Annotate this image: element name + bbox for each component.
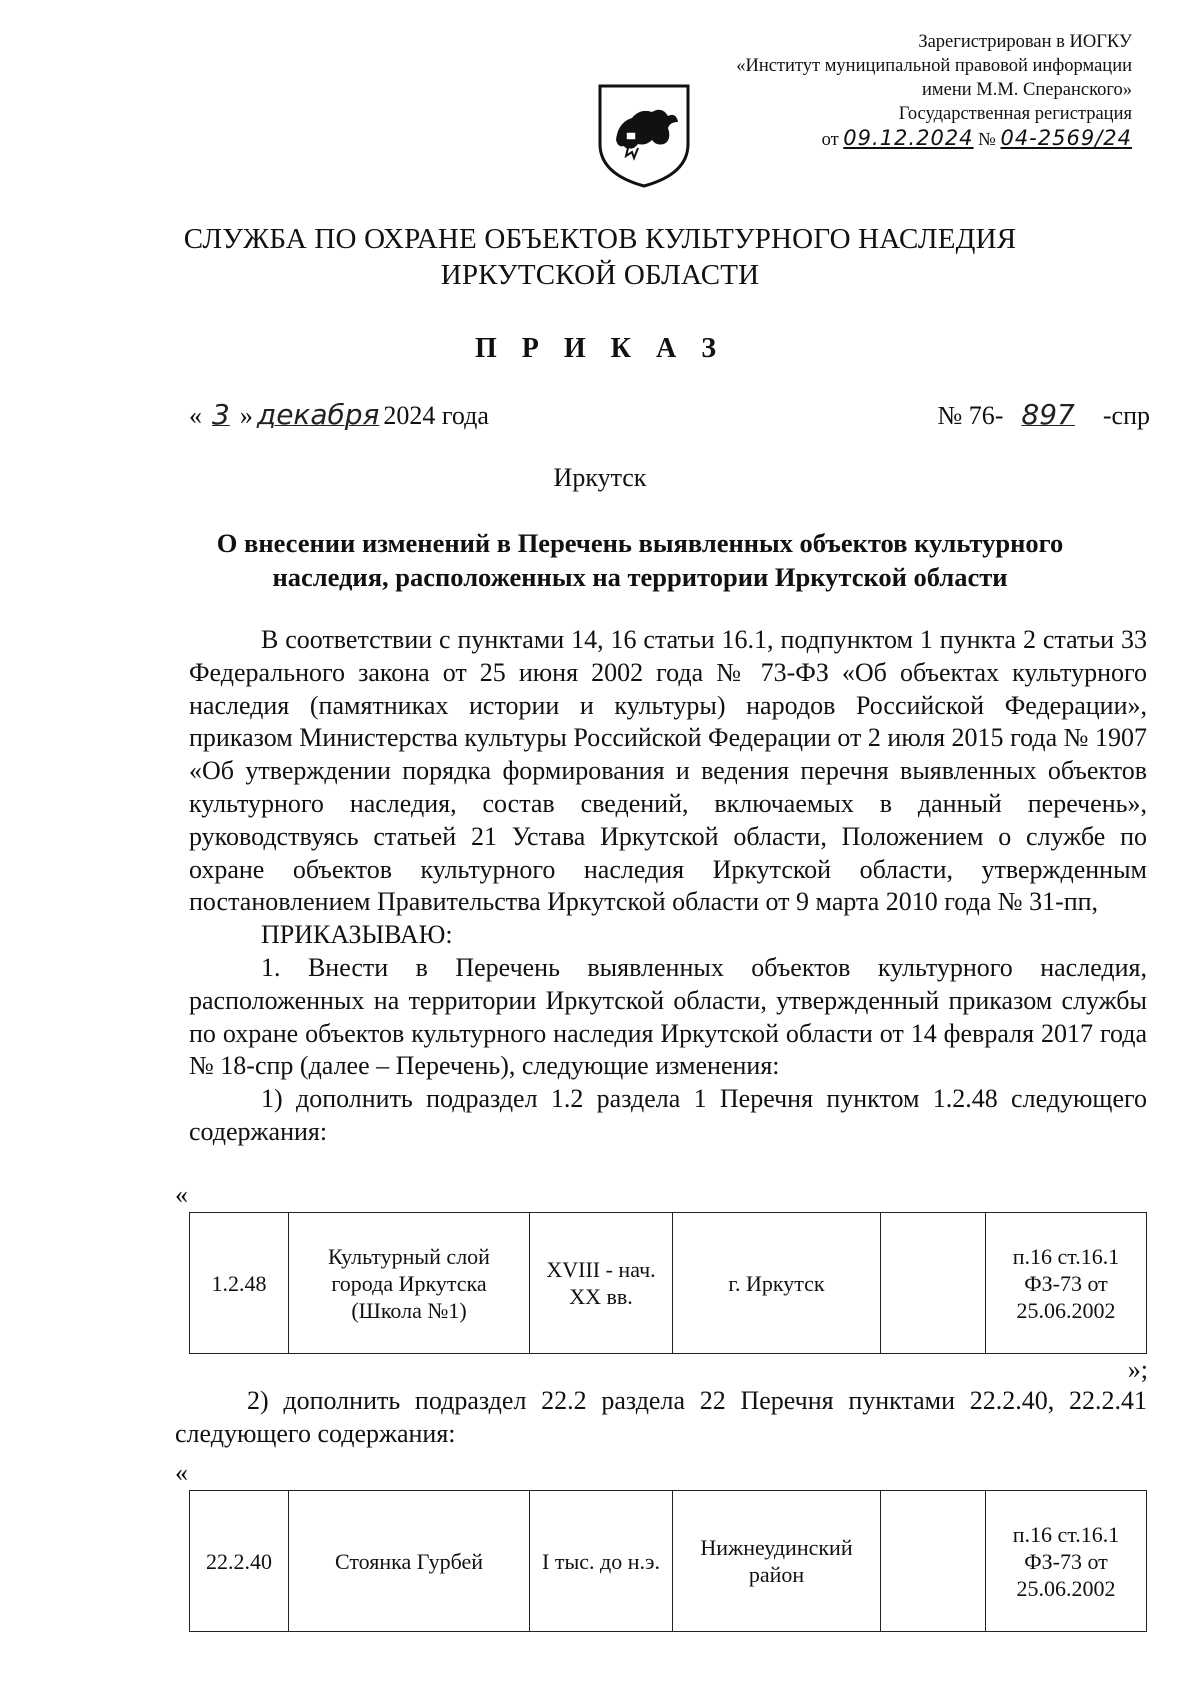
table-row (190, 1491, 1147, 1632)
cell-location: Нижнеудинский район (673, 1491, 881, 1632)
item-2-section (175, 1385, 1147, 1451)
organization-line: ИРКУТСКОЙ ОБЛАСТИ (440, 259, 760, 291)
registration-line: Государственная регистрация (898, 104, 1132, 124)
registration-num-label: № (978, 130, 996, 150)
date-day: 3 (212, 398, 230, 431)
order-subject (180, 526, 1100, 594)
order-body (189, 624, 1147, 1149)
date-month: декабря (256, 398, 380, 431)
registration-line: имени М.М. Сперанского» (922, 80, 1132, 100)
subject-line: О внесении изменений в Перечень выявленных объектов культурного (216, 528, 1064, 558)
item-1-paragraph: 1. Внести в Перечень выявленных объектов культурного наследия, расположенных на территории Иркутской области, утвержденный приказом службы по охране объектов культурного наследия Иркутской области от 14 февраля 2017 года № 18-спр (далее – Перечень), следующие изменения: (189, 952, 1147, 1081)
organization-line: СЛУЖБА ПО ОХРАНЕ ОБЪЕКТОВ КУЛЬТУРНОГО НАСЛЕДИЯ (183, 223, 1017, 255)
cell-basis: п.16 ст.16.1 ФЗ-73 от 25.06.2002 (986, 1491, 1147, 1632)
order-date (189, 398, 489, 431)
table-1-close-quote: »; (1127, 1355, 1148, 1384)
number-prefix: № 76- (937, 401, 1004, 430)
irkutsk-coat-of-arms-icon (596, 82, 692, 190)
city: Иркутск (553, 463, 647, 492)
table-1-open-quote: « (175, 1180, 188, 1209)
date-open-quote: « (189, 401, 202, 430)
cell-location: г. Иркутск (673, 1213, 881, 1354)
table-2 (189, 1490, 1147, 1632)
subject-line: наследия, расположенных на территории Иркутской области (272, 562, 1008, 592)
cell-blank (881, 1213, 986, 1354)
order-number (937, 398, 1150, 431)
number-suffix: -спр (1102, 401, 1150, 430)
registration-line: Зарегистрирован в ИОГКУ (918, 32, 1132, 52)
cell-blank (881, 1491, 986, 1632)
cell-dating: I тыс. до н.э. (530, 1491, 673, 1632)
order-word: ПРИКАЗЫВАЮ: (261, 920, 453, 950)
document-type: П Р И К А З (475, 333, 725, 364)
item-2-paragraph: 2) дополнить подраздел 22.2 раздела 22 Перечня пунктами 22.2.40, 22.2.41 следующего содержания: (175, 1386, 1147, 1448)
cell-basis: п.16 ст.16.1 ФЗ-73 от 25.06.2002 (986, 1213, 1147, 1354)
registration-number: 04-2569/24 (1000, 126, 1132, 150)
cell-name: Стоянка Гурбей (289, 1491, 530, 1632)
table-row (190, 1213, 1147, 1354)
cell-dating: XVIII - нач. XX вв. (530, 1213, 673, 1354)
table-1 (189, 1212, 1147, 1354)
registration-line: «Институт муниципальной правовой информации (736, 56, 1132, 76)
item-1-1-paragraph: 1) дополнить подраздел 1.2 раздела 1 Перечня пунктом 1.2.48 следующего содержания: (189, 1084, 1147, 1146)
date-year: 2024 года (383, 401, 489, 430)
registration-from-label: от (821, 130, 839, 150)
date-close-quote: » (239, 401, 253, 430)
table-2-open-quote: « (175, 1458, 188, 1487)
number-handwritten: 897 (1021, 398, 1075, 431)
cell-number: 1.2.48 (190, 1213, 289, 1354)
cell-number: 22.2.40 (190, 1491, 289, 1632)
organization-name (0, 221, 1200, 293)
preamble-paragraph: В соответствии с пунктами 14, 16 статьи 16.1, подпунктом 1 пункта 2 статьи 33 Федерального закона от 25 июня 2002 года № 73-ФЗ «Об объектах культурного наследия (памятниках истории и культуры) народов Российской Федерации», приказом Министерства культуры Российской Федерации от 2 июля 2015 года № 1907 «Об утверждении порядка формирования и ведения перечня выявленных объектов культурного наследия, состав сведений, включаемых в данный перечень», руководствуясь статьей 21 Устава Иркутской области, Положением о службе по охране объектов культурного наследия Иркутской области, утвержденным постановлением Правительства Иркутской области от 9 марта 2010 года № 31-пп, (189, 625, 1147, 917)
registration-date: 09.12.2024 (843, 126, 974, 150)
cell-name: Культурный слой города Иркутска (Школа №1) (289, 1213, 530, 1354)
